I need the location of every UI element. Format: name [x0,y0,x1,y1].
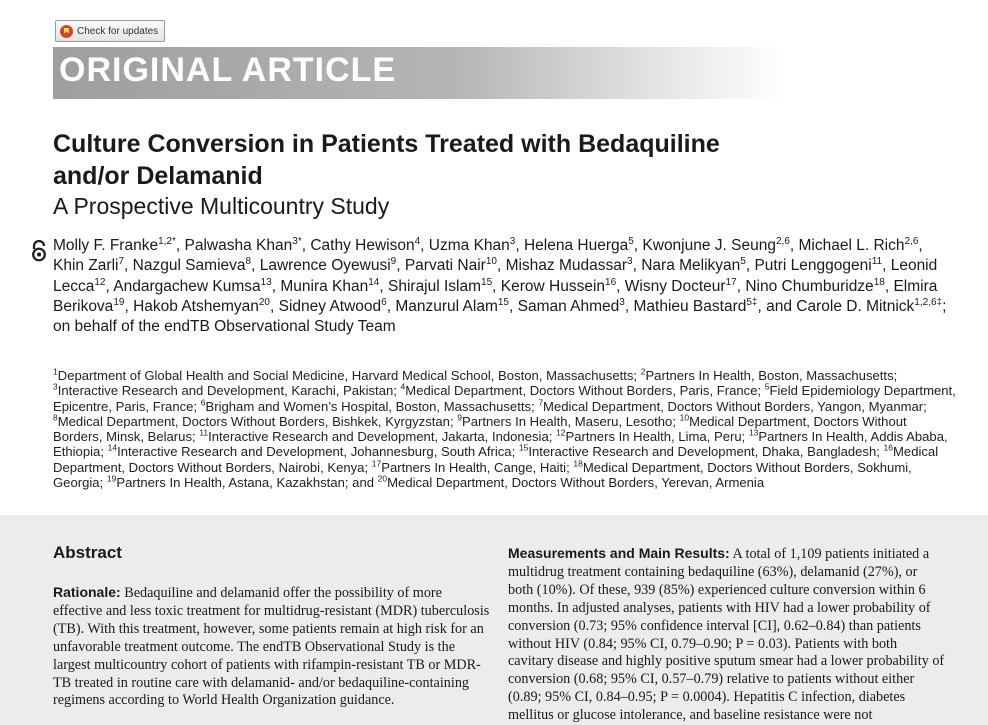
author-name: Hakob Atshemyan [133,297,259,315]
author-name: Kerow Hussein [500,277,606,295]
affiliations: $^1$Department of Global Health and Social Medicine, Harvard Medical School, Boston, Massachusetts; $^2$Partners In Health, Boston, Massachusetts; $^3$Interactive Research and Development, Karachi, Pakistan; $^4$Medical Department, Doctors Without Borders, Paris, France; $^5$Field Epidemiology Department, Epicentre, Paris, France; $^6$Brigham and Women’s Hospital, Boston, Massachusetts; $^7$Medical Department, Doctors Without Borders, Yangon, Myanmar; $^8$Medical Department, Doctors Without Borders, Bishkek, Kyrgyzstan; $^9$Partners In Health, Maseru, Lesotho; $^{10}$Medical Department, Doctors Without Borders, Minsk, Belarus; $^{11}$Interactive Research and Development, Jakarta, Indonesia; $^{12}$Partners In Health, Lima, Peru; $^{13}$Partners In Health, Addis Ababa, Ethiopia; $^{14}$Interactive Research and Development, Johannesburg, South Africa; $^{15}$Interactive Research and Development, Dhaka, Bangladesh; $^{16}$Medical Department, Doctors Without Borders, Nairobi, Kenya; $^{17}$Partners In Health, Cange, Haiti; $^{18}$Medical Department, Doctors Without Borders, Sokhumi, Georgia; $^{19}$Partners In Health, Astana, Kazakhstan; and $^{20}$Medical Department, Doctors Without Borders, Yerevan, Armenia [53,366,956,491]
author-name: Nazgul Samieva [132,257,246,275]
author-name: Mishaz Mudassar [505,257,628,275]
rationale-text: Bedaquiline and delamanid offer the possibility of more effective and less toxic treatment for multidrug-resistant (MDR) tuberculosis (TB). With this treatment, however, some patients remain at high risk for an unfavorable treatment outcome. The endTB Observational Study is the largest multicountry cohort of patients with rifampin-resistant TB or MDR-TB treated in routine care with delamanid- and/or bedaquiline-containing regimens according to World Health Organization guidance. [53,585,490,709]
check-for-updates-button[interactable] [55,20,165,42]
author-name: Wisny Docteur [624,277,726,295]
affiliation-text: Medical Department, Doctors Without Borders, Yangon, Myanmar [543,398,924,414]
author-name: Khin Zarli [53,257,119,275]
affiliation-number: 14 [107,443,118,454]
author-name: Kwonjune J. Seung [642,237,776,254]
author-name: Palwasha Khan [184,237,293,254]
crossmark-icon [60,25,73,38]
author-name: Lawrence Oyewusi [259,257,391,275]
affiliation-number: 18 [573,458,583,469]
article-title [53,128,873,192]
affiliation-text: Department of Global Health and Social Medicine, Harvard Medical School, Boston, Massachusetts [57,368,634,383]
affiliation-number: 17 [371,458,382,469]
author-name: Shirajul Islam [388,277,482,295]
affiliation-number: 6 [200,397,206,408]
rationale-label: Rationale: [53,584,121,600]
authors-and: and [766,297,792,315]
author-name: Saman Ahmed [517,297,620,315]
author-affiliation-ref: 15 [481,276,493,288]
author-affiliation-ref: 17 [725,276,737,288]
affiliation-number: 15 [518,443,529,454]
affiliation-number: 12 [556,427,566,438]
affiliation-number: 9 [457,412,462,423]
author-affiliation-ref: 2,6 [904,235,919,247]
affiliation-text: Field Epidemiology Department, Epicentre, Paris, France [53,383,956,414]
author-affiliation-ref: 8 [245,256,252,268]
author-affiliation-ref: 10 [485,256,497,268]
author-affiliation-ref: 3 [509,235,516,247]
author-affiliation-ref: 16 [605,276,617,288]
author-name: Uzma Khan [428,237,510,254]
author-name: Parvati Nair [404,257,486,275]
author-affiliation-ref: 19 [113,296,125,308]
author-name: Nara Melikyan [641,257,741,275]
affiliation-text: Medical Department, Doctors Without Borders, Bishkek, Kyrgyzstan [57,413,450,429]
author-note-mark: ‡ [936,296,943,308]
author-name: Mathieu Bastard [633,297,747,315]
author-affiliation-ref: 6 [381,296,387,308]
author-affiliation-ref: 14 [368,276,380,288]
author-affiliation-ref: 3 [619,296,625,308]
affiliation-text: Partners In Health, Maseru, Lesotho [461,413,673,429]
author-name: Munira Khan [280,277,369,295]
affiliation-text: Medical Department, Doctors Without Borders, Yerevan, Armenia [387,475,765,491]
affiliation-number: 1 [53,366,58,377]
author-affiliation-ref: 4 [414,235,421,247]
affiliation-text: Partners In Health, Astana, Kazakhstan [116,475,345,491]
author-affiliation-ref: 15 [497,296,509,308]
author-name: Putri Lenggogeni [754,257,872,275]
affiliation-text: Interactive Research and Development, Karachi, Pakistan [57,383,394,399]
author-name: Michael L. Rich [798,237,905,254]
author-affiliation-ref: 7 [118,256,125,268]
author-affiliation-ref: 11 [871,256,883,268]
affiliation-number: 16 [883,443,893,454]
affiliation-text: Medical Department, Doctors Without Borders, Nairobi, Kenya [53,444,939,475]
author-name: Carole D. Mitnick [796,297,915,315]
author-affiliation-ref: 3 [627,256,633,268]
author-affiliation-ref: 20 [258,296,270,308]
authors-suffix: ; on behalf of the endTB Observational Study Team [53,297,947,336]
affiliation-text: Partners In Health, Boston, Massachusetts [645,368,894,383]
author-affiliation-ref: 2,6 [775,235,790,247]
affiliation-number: 4 [400,381,406,392]
author-name: Molly F. Franke [53,237,159,254]
affiliation-number: 13 [748,427,759,438]
author-note-mark: ‡ [751,296,758,308]
article-title-line1: Culture Conversion in Patients Treated with Bedaquiline [53,130,720,158]
affiliation-text: Partners In Health, Lima, Peru [565,429,742,445]
author-note-mark: * [172,235,176,247]
abstract-heading: Abstract [53,543,122,562]
author-affiliation-ref: 1,2,6 [914,296,937,308]
affiliation-number: 10 [679,412,690,423]
author-affiliation-ref: 5 [740,256,746,268]
author-list: Molly F. Franke$^{1,2*}$, Palwasha Khan$^{3*}$, Cathy Hewison$^4$, Uzma Khan$^3$, Helena Huerga$^5$, Kwonjune J. Seung$^{2,6}$, Michael L. Rich$^{2,6}$, Khin Zarli$^7$, Nazgul Samieva$^8$, Lawrence Oyewusi$^9$, Parvati Nair$^{10}$, Mishaz Mudassar$^3$, Nara Melikyan$^5$, Putri Lenggogeni$^{11}$, Leonid Lecca$^{12}$, Andargachew Kumsa$^{13}$, Munira Khan$^{14}$, Shirajul Islam$^{15}$, Kerow Hussein$^{16}$, Wisny Docteur$^{17}$, Nino Chumburidze$^{18}$, Elmira Berikova$^{19}$, Hakob Atshemyan$^{20}$, Sidney Atwood$^6$, Manzurul Alam$^{15}$, Saman Ahmed$^3$, Mathieu Bastard$^{5\ddagger}$, and Carole D. Mitnick$^{1,2,6\ddagger}$; on behalf of the endTB Observational Study Team [53,235,947,336]
affiliation-text: Medical Department, Doctors Without Borders, Paris, France [405,383,758,399]
affiliation-number: 20 [377,473,388,484]
affiliation-number: 3 [53,381,58,392]
affiliation-text: Brigham and Women’s Hospital, Boston, Massachusetts [205,398,532,414]
affiliation-number: 8 [53,412,58,423]
affiliation-text: Interactive Research and Development, Dhaka, Bangladesh [528,444,877,460]
affiliation-text: Partners In Health, Cange, Haiti [381,459,567,475]
author-name: Helena Huerga [523,237,629,254]
affiliation-text: Interactive Research and Development, Jakarta, Indonesia [208,429,549,445]
author-name: Cathy Hewison [310,237,415,254]
author-affiliation-ref: 3 [292,235,298,247]
affiliation-number: 2 [640,366,646,377]
author-name: Nino Chumburidze [745,277,874,295]
affiliation-text: Partners In Health, Addis Ababa, Ethiopia [53,429,948,460]
results-text: A total of 1,109 patients initiated a multidrug treatment containing bedaquiline (63%), delamanid (27%), or both (10%). Of these, 939 (85%) experienced culture conversion within 6 months. In adjusted analyses, patients with HIV had a lower probability of conversion (0.73; 95% confidence interval [CI], 0.62–0.84) than patients without HIV (0.84; 95% CI, 0.79–0.90; P = 0.03). Patients with both cavitary disease and highly positive sputum smear had a lower probability of conversion (0.68; 95% CI, 0.57–0.79) relative to patients without either (0.89; 95% CI, 0.84–0.95; P = 0.0004). Hepatitis C infection, diabetes mellitus or glucose intolerance, and baseline resistance were not [508,546,945,724]
open-access-lock-icon [30,240,48,262]
author-note-mark: * [297,235,302,247]
author-name: Elmira Berikova [53,277,938,315]
author-affiliation-ref: 12 [94,276,106,288]
author-affiliation-ref: 13 [260,276,272,288]
article-type-label: ORIGINAL ARTICLE [59,51,397,89]
author-affiliation-ref: 5 [746,296,752,308]
author-name: Andargachew Kumsa [113,277,261,295]
affiliation-text: Interactive Research and Development, Johannesburg, South Africa [117,444,512,460]
article-type-banner [53,47,785,99]
article-subtitle: A Prospective Multicountry Study [53,193,390,219]
affiliation-number: 19 [106,473,117,484]
abstract-results [508,545,946,725]
affiliation-number: 11 [199,427,209,438]
article-title-line2: and/or Delamanid [53,162,263,190]
author-affiliation-ref: 1,2 [158,235,172,247]
affiliation-text: Medical Department, Doctors Without Borders, Minsk, Belarus [53,413,907,445]
author-affiliation-ref: 18 [873,276,885,288]
affiliation-number: 7 [538,397,544,408]
author-affiliation-ref: 5 [628,235,634,247]
author-affiliation-ref: 9 [390,256,397,268]
check-for-updates-label: Check for updates [77,25,159,37]
author-name: Manzurul Alam [395,297,498,315]
author-name: Leonid Lecca [53,257,938,295]
results-label: Measurements and Main Results: [508,545,730,561]
affiliation-number: 5 [764,381,770,392]
affiliation-text: Medical Department, Doctors Without Borders, Sokhumi, Georgia [53,459,912,491]
abstract-rationale [53,584,493,710]
author-name: Sidney Atwood [278,297,382,315]
